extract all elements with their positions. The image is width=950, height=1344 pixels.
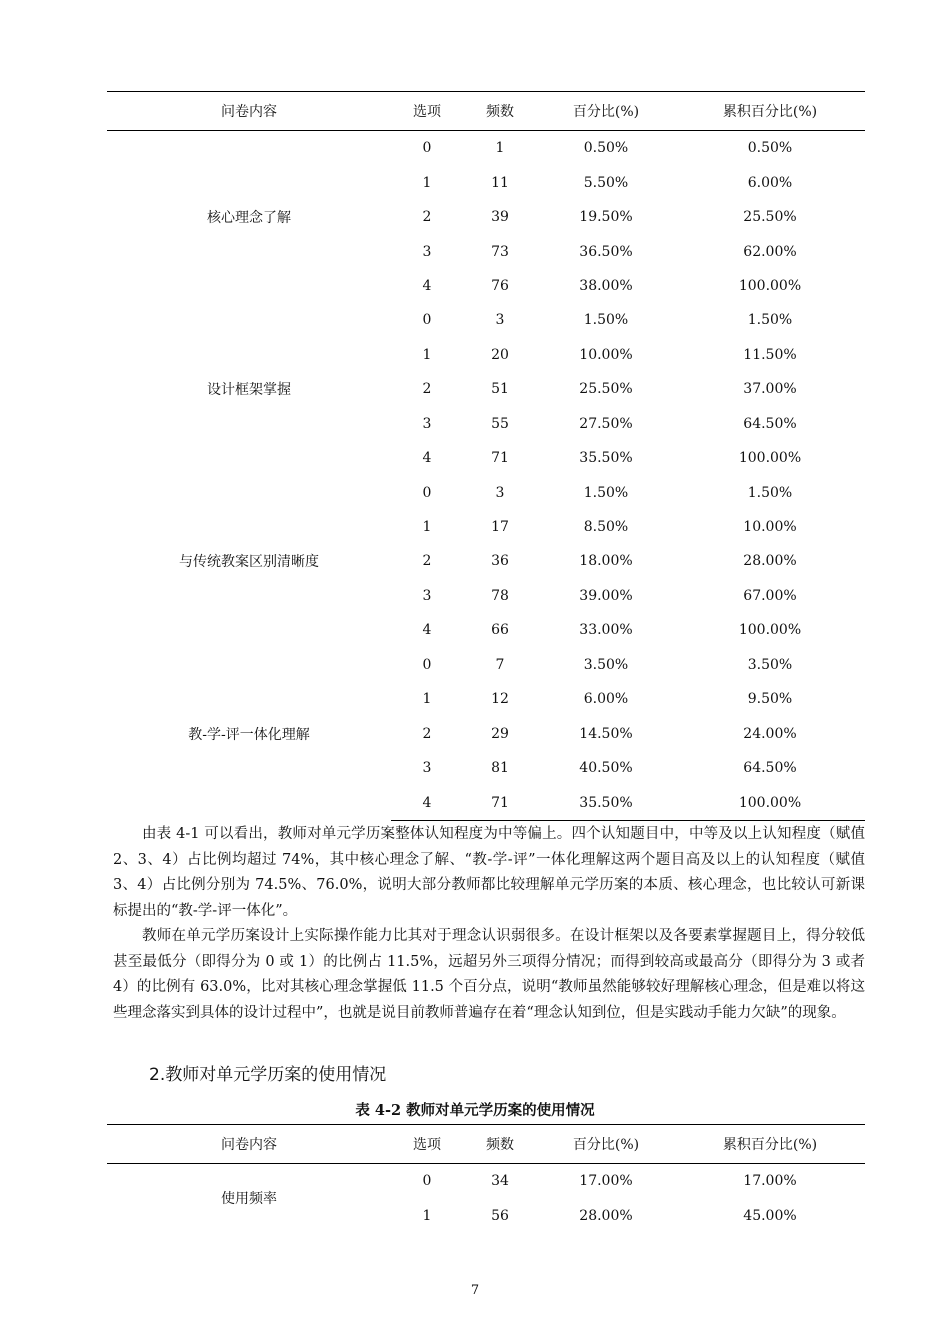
cell-cumulative-percent: 1.50% bbox=[747, 312, 793, 329]
cell-option: 1 bbox=[422, 174, 432, 191]
cell-option: 4 bbox=[422, 622, 432, 639]
cell-frequency: 71 bbox=[491, 450, 509, 467]
header-percent: 百分比(%) bbox=[537, 1125, 675, 1164]
cell-frequency: 34 bbox=[491, 1173, 509, 1190]
cell-cumulative-percent: 25.50% bbox=[743, 209, 797, 226]
paragraph-analysis-1: 由表 4-1 可以看出，教师对单元学历案整体认知程度为中等偏上。四个认知题目中，中等及以上认知程度（赋值 2、3、4）占比例均超过 74%，其中核心理念了解、“教-学-评”一体化理解这两个题目高及以上的认知程度（赋值 3、4）占比例分别为 74.5%、76.0%，说明大部分教师都比较理解单元学历案的本质、核心理念，也比较认可新课标提出的“教-学-评一体化”。 bbox=[113, 826, 865, 919]
cell-question-label: 教-学-评一体化理解 bbox=[188, 726, 310, 743]
header-question: 问卷内容 bbox=[107, 92, 391, 131]
cell-option: 0 bbox=[422, 484, 432, 501]
cell-percent: 40.50% bbox=[579, 760, 633, 777]
header-option: 选项 bbox=[391, 1125, 463, 1164]
cell-frequency: 76 bbox=[491, 277, 509, 294]
cell-percent: 33.00% bbox=[579, 622, 633, 639]
cell-question-label: 使用频率 bbox=[221, 1191, 277, 1208]
cell-cumulative-percent: 3.50% bbox=[747, 656, 793, 673]
table-row bbox=[107, 303, 865, 337]
cell-frequency: 3 bbox=[495, 312, 505, 329]
cell-option: 4 bbox=[422, 450, 432, 467]
cell-option: 2 bbox=[422, 553, 432, 570]
cell-question-label: 设计框架掌握 bbox=[207, 382, 291, 399]
header-frequency: 频数 bbox=[463, 92, 537, 131]
cell-cumulative-percent: 28.00% bbox=[743, 553, 797, 570]
page-number: 7 bbox=[470, 1283, 480, 1298]
cell-frequency: 29 bbox=[491, 725, 509, 742]
cell-option: 4 bbox=[391, 785, 463, 820]
cell-percent: 14.50% bbox=[579, 725, 633, 742]
cell-frequency: 51 bbox=[491, 381, 509, 398]
cell-option: 3 bbox=[422, 587, 432, 604]
cell-cumulative-percent: 17.00% bbox=[743, 1173, 797, 1190]
cell-frequency: 39 bbox=[491, 209, 509, 226]
cell-frequency: 73 bbox=[491, 243, 509, 260]
cell-cumulative-percent: 11.50% bbox=[743, 346, 797, 363]
header-percent: 百分比(%) bbox=[537, 92, 675, 131]
cell-frequency: 3 bbox=[495, 484, 505, 501]
cell-cumulative-percent: 37.00% bbox=[743, 381, 797, 398]
table-row bbox=[107, 648, 865, 682]
cell-option: 3 bbox=[422, 243, 432, 260]
table-header-row bbox=[107, 1125, 865, 1164]
cell-percent: 17.00% bbox=[579, 1173, 633, 1190]
cell-percent: 25.50% bbox=[579, 381, 633, 398]
cell-percent: 18.00% bbox=[579, 553, 633, 570]
header-cumulative-percent: 累积百分比(%) bbox=[675, 92, 865, 131]
cell-option: 4 bbox=[422, 277, 432, 294]
cell-cumulative-percent: 100.00% bbox=[738, 622, 802, 639]
cell-cumulative-percent: 10.00% bbox=[743, 519, 797, 536]
cell-option: 1 bbox=[422, 346, 432, 363]
survey-table-4-2 bbox=[107, 1124, 865, 1233]
cell-question-label: 核心理念了解 bbox=[207, 210, 291, 227]
section-heading: 2.教师对单元学历案的使用情况 bbox=[149, 1065, 387, 1085]
cell-percent: 35.50% bbox=[579, 450, 633, 467]
cell-cumulative-percent: 62.00% bbox=[743, 243, 797, 260]
cell-percent: 10.00% bbox=[579, 346, 633, 363]
table-row bbox=[107, 1164, 865, 1199]
cell-percent: 0.50% bbox=[583, 140, 629, 157]
cell-cumulative-percent: 45.00% bbox=[743, 1207, 797, 1224]
cell-frequency: 7 bbox=[495, 656, 505, 673]
cell-frequency: 78 bbox=[491, 587, 509, 604]
cell-frequency: 12 bbox=[491, 691, 509, 708]
cell-cumulative-percent: 67.00% bbox=[743, 587, 797, 604]
table-row bbox=[107, 131, 865, 166]
cell-frequency: 36 bbox=[491, 553, 509, 570]
cell-percent: 1.50% bbox=[583, 484, 629, 501]
header-question: 问卷内容 bbox=[107, 1125, 391, 1164]
cell-percent: 5.50% bbox=[583, 174, 629, 191]
cell-frequency: 56 bbox=[491, 1207, 509, 1224]
cell-cumulative-percent: 6.00% bbox=[747, 174, 793, 191]
cell-question-label: 与传统教案区别清晰度 bbox=[179, 554, 319, 571]
cell-option: 2 bbox=[422, 209, 432, 226]
cell-percent: 1.50% bbox=[583, 312, 629, 329]
cell-frequency: 71 bbox=[463, 785, 537, 820]
cell-cumulative-percent: 100.00% bbox=[738, 277, 802, 294]
cell-percent: 38.00% bbox=[579, 277, 633, 294]
cell-cumulative-percent: 9.50% bbox=[747, 691, 793, 708]
cell-percent: 39.00% bbox=[579, 587, 633, 604]
table-header-row bbox=[107, 92, 865, 131]
cell-option: 0 bbox=[422, 656, 432, 673]
table-caption: 表 4-2 教师对单元学历案的使用情况 bbox=[355, 1102, 595, 1119]
header-option: 选项 bbox=[391, 92, 463, 131]
cell-cumulative-percent: 64.50% bbox=[743, 760, 797, 777]
header-cumulative-percent: 累积百分比(%) bbox=[675, 1125, 865, 1164]
table-row bbox=[107, 475, 865, 509]
cell-cumulative-percent: 100.00% bbox=[675, 785, 865, 820]
cell-option: 3 bbox=[422, 760, 432, 777]
cell-percent: 36.50% bbox=[579, 243, 633, 260]
cell-cumulative-percent: 0.50% bbox=[747, 140, 793, 157]
cell-frequency: 1 bbox=[495, 140, 505, 157]
cell-percent: 28.00% bbox=[579, 1207, 633, 1224]
cell-frequency: 20 bbox=[491, 346, 509, 363]
cell-frequency: 55 bbox=[491, 415, 509, 432]
cell-cumulative-percent: 1.50% bbox=[747, 484, 793, 501]
survey-table-4-1 bbox=[107, 91, 865, 821]
cell-option: 1 bbox=[422, 691, 432, 708]
cell-frequency: 11 bbox=[491, 174, 509, 191]
cell-percent: 35.50% bbox=[537, 785, 675, 820]
cell-cumulative-percent: 24.00% bbox=[743, 725, 797, 742]
cell-frequency: 66 bbox=[491, 622, 509, 639]
cell-percent: 27.50% bbox=[579, 415, 633, 432]
cell-cumulative-percent: 100.00% bbox=[738, 450, 802, 467]
cell-percent: 3.50% bbox=[583, 656, 629, 673]
header-frequency: 频数 bbox=[463, 1125, 537, 1164]
cell-option: 1 bbox=[422, 1207, 432, 1224]
cell-percent: 8.50% bbox=[583, 519, 629, 536]
cell-option: 0 bbox=[422, 140, 432, 157]
cell-percent: 6.00% bbox=[583, 691, 629, 708]
cell-frequency: 81 bbox=[491, 760, 509, 777]
cell-option: 0 bbox=[422, 1173, 432, 1190]
cell-option: 2 bbox=[422, 381, 432, 398]
cell-option: 2 bbox=[422, 725, 432, 742]
cell-cumulative-percent: 64.50% bbox=[743, 415, 797, 432]
cell-option: 1 bbox=[422, 519, 432, 536]
cell-percent: 19.50% bbox=[579, 209, 633, 226]
cell-option: 3 bbox=[422, 415, 432, 432]
cell-option: 0 bbox=[422, 312, 432, 329]
paragraph-analysis-2: 教师在单元学历案设计上实际操作能力比其对于理念认识弱很多。在设计框架以及各要素掌握题目上，得分较低甚至最低分（即得分为 0 或 1）的比例占 11.5%，远超另外三项得分情况；而得到较高或最高分（即得分为 3 或者 4）的比例有 63.0%，比对其核心理念掌握低 11.5 个百分点，说明“教师虽然能够较好理解核心理念，但是难以将这些理念落实到具体的设计过程中”，也就是说目前教师普遍存在着“理念认知到位，但是实践动手能力欠缺”的现象。 bbox=[113, 928, 865, 1021]
cell-frequency: 17 bbox=[491, 519, 509, 536]
